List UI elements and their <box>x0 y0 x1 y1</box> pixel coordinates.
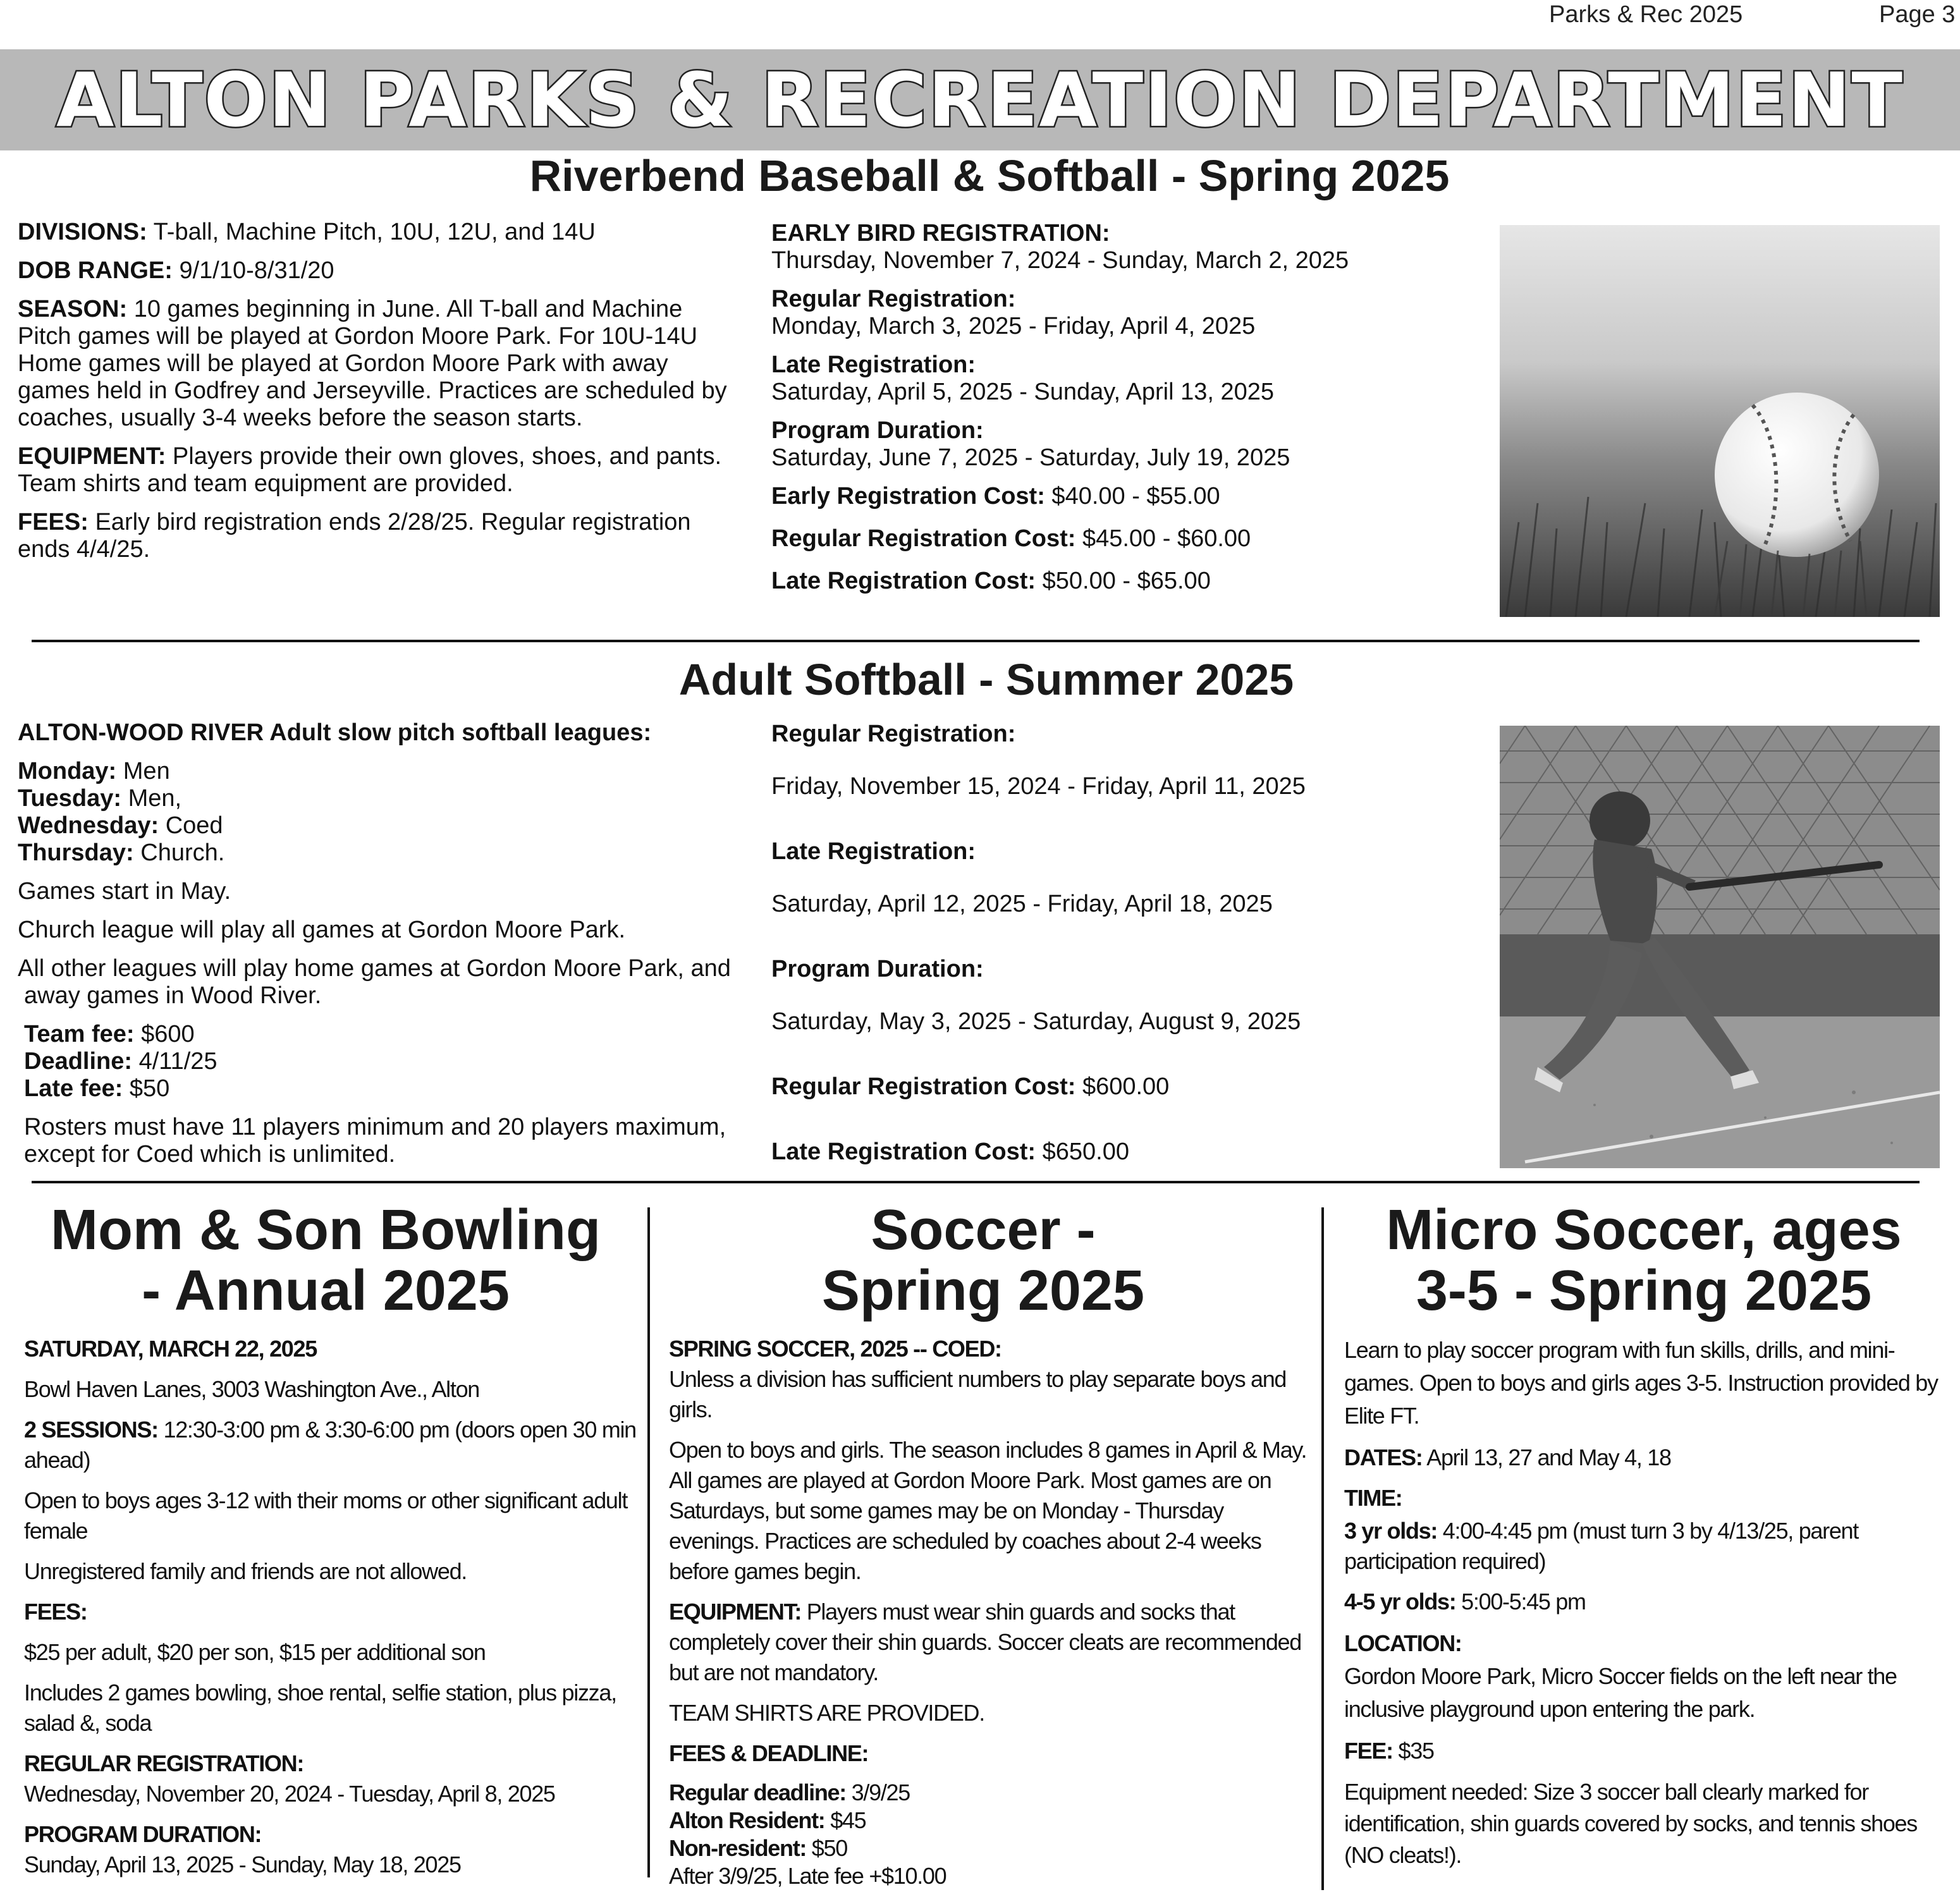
bowling-includes: Includes 2 games bowling, shoe rental, selfie station, plus pizza, salad &, soda <box>24 1680 616 1736</box>
bowling-reg-label: REGULAR REGISTRATION: <box>24 1750 304 1776</box>
adult-softball-registration <box>771 721 1492 1177</box>
thursday-text: Church. <box>133 839 225 866</box>
dob-label: DOB RANGE: <box>18 257 173 284</box>
section-divider <box>32 640 1920 642</box>
tuesday-label: Tuesday: <box>18 785 122 812</box>
bowling-details <box>24 1334 637 1890</box>
adult-late-dates: Saturday, April 12, 2025 - Friday, April 18, 2025 <box>771 891 1273 917</box>
bowling-unregistered: Unregistered family and friends are not allowed. <box>24 1558 467 1584</box>
church-league-text: Church league will play all games at Gordon Moore Park. <box>18 917 626 943</box>
adult-duration-label: Program Duration: <box>771 956 984 982</box>
bowling-title <box>13 1200 639 1321</box>
micro-soccer-details <box>1344 1334 1951 1881</box>
bowling-reg-dates: Wednesday, November 20, 2024 - Tuesday, April 8, 2025 <box>24 1781 555 1807</box>
soccer-title-line1: Soccer - <box>871 1199 1096 1262</box>
games-start-text: Games start in May. <box>18 878 231 905</box>
page-number: Page 3 <box>1879 1 1956 28</box>
adult-duration-dates: Saturday, May 3, 2025 - Saturday, August 9, 2025 <box>771 1008 1301 1035</box>
soccer-title-line2: Spring 2025 <box>821 1259 1145 1322</box>
micro-location: Gordon Moore Park, Micro Soccer fields on the left near the inclusive playground upon entering the park. <box>1344 1663 1897 1722</box>
bowling-sessions: 12:30-3:00 pm & 3:30-6:00 pm (doors open 30 min ahead) <box>24 1417 636 1473</box>
bowling-title-line1: Mom & Son Bowling <box>51 1199 601 1262</box>
soccer-resident: $45 <box>824 1807 866 1833</box>
bowling-open-to: Open to boys ages 3-12 with their moms or other significant adult female <box>24 1487 628 1544</box>
micro-title-line2: 3-5 - Spring 2025 <box>1416 1259 1872 1322</box>
season-label: SEASON: <box>18 296 128 322</box>
softball-photo <box>1500 726 1940 1168</box>
bowling-date: SATURDAY, MARCH 22, 2025 <box>24 1336 317 1362</box>
wednesday-text: Coed <box>159 812 223 839</box>
soccer-title <box>658 1200 1309 1321</box>
soccer-deadline: 3/9/25 <box>845 1779 910 1805</box>
micro-fee: $35 <box>1392 1738 1434 1764</box>
column-divider-2 <box>1321 1207 1324 1890</box>
duration-dates: Saturday, June 7, 2025 - Saturday, July 19, 2025 <box>771 444 1290 471</box>
publication-name: Parks & Rec 2025 <box>1549 1 1743 28</box>
bowling-fees-label: FEES: <box>24 1599 87 1625</box>
early-cost-label: Early Registration Cost: <box>771 483 1045 510</box>
leagues-heading: ALTON-WOOD RIVER Adult slow pitch softball leagues: <box>18 719 652 746</box>
fees-text: Early bird registration ends 2/28/25. Regular registration ends 4/4/25. <box>18 509 691 563</box>
soccer-shirts: TEAM SHIRTS ARE PROVIDED. <box>669 1700 984 1726</box>
micro-equipment: Equipment needed: Size 3 soccer ball clearly marked for identification, shin guards covered by socks, and tennis shoes (NO cleats!). <box>1344 1779 1917 1868</box>
soccer-deadline-label: Regular deadline: <box>669 1779 846 1805</box>
soccer-fees-label: FEES & DEADLINE: <box>669 1740 869 1766</box>
equipment-label: EQUIPMENT: <box>18 443 166 470</box>
soccer-coed: Unless a division has sufficient numbers to play separate boys and girls. <box>669 1366 1287 1422</box>
deadline: 4/11/25 <box>132 1048 217 1075</box>
team-fee: $600 <box>134 1021 195 1047</box>
adult-late-cost-label: Late Registration Cost: <box>771 1138 1036 1165</box>
deadline-label: Deadline: <box>24 1048 133 1075</box>
micro-time-label: TIME: <box>1344 1485 1402 1511</box>
soccer-season: Open to boys and girls. The season includes 8 games in April & May. All games are played at Gordon Moore Park. Most games are on Saturdays, but some games may be on Monday - Thursday evenings. Practices are scheduled by coaches about 2-4 weeks before games begin. <box>669 1437 1307 1584</box>
monday-text: Men <box>116 758 170 784</box>
soccer-equipment-label: EQUIPMENT: <box>669 1599 802 1625</box>
micro-three-label: 3 yr olds: <box>1344 1518 1438 1544</box>
wednesday-label: Wednesday: <box>18 812 159 839</box>
regular-cost: $45.00 - $60.00 <box>1075 525 1251 552</box>
adult-softball-details <box>18 719 751 1180</box>
soccer-equipment: Players must wear shin guards and socks that completely cover their shin guards. Soccer cleats are recommended but are not mandatory. <box>669 1599 1302 1685</box>
dob-text: 9/1/10-8/31/20 <box>172 257 334 284</box>
micro-three: 4:00-4:45 pm (must turn 3 by 4/13/25, parent participation required) <box>1344 1518 1858 1574</box>
soccer-resident-label: Alton Resident: <box>669 1807 825 1833</box>
micro-location-label: LOCATION: <box>1344 1630 1462 1656</box>
adult-regular-cost-label: Regular Registration Cost: <box>771 1073 1076 1100</box>
season-text: 10 games beginning in June. All T-ball and Machine Pitch games will be played at Gordon Moore Park. For 10U-14U Home games will be played at Gordon Moore Park with away games held in Godfrey and Jerseyville. Practices are scheduled by coaches, usually 3-4 weeks before the season starts. <box>18 296 727 431</box>
late-fee: $50 <box>123 1075 170 1102</box>
divisions-text: T-ball, Machine Pitch, 10U, 12U, and 14U <box>147 219 596 245</box>
soccer-details <box>669 1334 1308 1900</box>
micro-soccer-title <box>1334 1200 1954 1321</box>
thursday-label: Thursday: <box>18 839 134 866</box>
team-fee-label: Team fee: <box>24 1021 135 1047</box>
rosters-text: Rosters must have 11 players minimum and 20 players maximum, except for Coed which is unlimited. <box>24 1114 726 1168</box>
adult-softball-title: Adult Softball - Summer 2025 <box>678 655 1294 704</box>
bowling-fees: $25 per adult, $20 per son, $15 per additional son <box>24 1639 486 1665</box>
baseball-registration <box>771 220 1492 606</box>
fees-label: FEES: <box>18 509 89 535</box>
baseball-details <box>18 219 732 575</box>
baseball-title: Riverbend Baseball & Softball - Spring 2025 <box>529 151 1450 200</box>
column-divider-1 <box>647 1207 650 1877</box>
adult-late-cost: $650.00 <box>1036 1138 1129 1165</box>
adult-regular-dates: Friday, November 15, 2024 - Friday, April 11, 2025 <box>771 773 1306 800</box>
tuesday-text: Men, <box>121 785 182 812</box>
late-cost-label: Late Registration Cost: <box>771 568 1036 594</box>
monday-label: Monday: <box>18 758 117 784</box>
late-reg-label: Late Registration: <box>771 351 976 378</box>
baseball-photo <box>1500 225 1940 617</box>
early-bird-label: EARLY BIRD REGISTRATION: <box>771 220 1110 247</box>
micro-four: 5:00-5:45 pm <box>1455 1589 1586 1614</box>
duration-label: Program Duration: <box>771 417 984 444</box>
soccer-late: After 3/9/25, Late fee +$10.00 <box>669 1863 946 1889</box>
adult-regular-label: Regular Registration: <box>771 721 1016 747</box>
bowling-location: Bowl Haven Lanes, 3003 Washington Ave., Alton <box>24 1376 480 1402</box>
adult-late-label: Late Registration: <box>771 838 976 865</box>
bowling-sessions-label: 2 SESSIONS: <box>24 1417 158 1443</box>
bowling-duration-label: PROGRAM DURATION: <box>24 1821 262 1847</box>
late-fee-label: Late fee: <box>24 1075 123 1102</box>
bowling-duration-dates: Sunday, April 13, 2025 - Sunday, May 18, 2025 <box>24 1852 461 1877</box>
equipment-text: Players provide their own gloves, shoes, and pants. Team shirts and team equipment are provided. <box>18 443 722 497</box>
micro-four-label: 4-5 yr olds: <box>1344 1589 1456 1614</box>
early-cost: $40.00 - $55.00 <box>1044 483 1220 510</box>
micro-fee-label: FEE: <box>1344 1738 1393 1764</box>
soccer-nonres-label: Non-resident: <box>669 1835 807 1861</box>
micro-title-line1: Micro Soccer, ages <box>1386 1199 1902 1262</box>
regular-reg-dates: Monday, March 3, 2025 - Friday, April 4, 2025 <box>771 313 1256 339</box>
micro-dates: April 13, 27 and May 4, 18 <box>1422 1444 1671 1470</box>
micro-dates-label: DATES: <box>1344 1444 1423 1470</box>
late-reg-dates: Saturday, April 5, 2025 - Sunday, April 13, 2025 <box>771 379 1274 405</box>
bowling-title-line2: - Annual 2025 <box>142 1259 510 1322</box>
adult-regular-cost: $600.00 <box>1075 1073 1170 1100</box>
divisions-label: DIVISIONS: <box>18 219 147 245</box>
late-cost: $50.00 - $65.00 <box>1036 568 1211 594</box>
micro-intro: Learn to play soccer program with fun skills, drills, and mini-games. Open to boys and girls ages 3-5. Instruction provided by Elite FT. <box>1344 1337 1938 1429</box>
department-title: ALTON PARKS & RECREATION DEPARTMENT <box>56 56 1904 143</box>
regular-reg-label: Regular Registration: <box>771 286 1016 312</box>
section-divider-2 <box>32 1181 1920 1183</box>
soccer-nonres: $50 <box>806 1835 847 1861</box>
soccer-coed-label: SPRING SOCCER, 2025 -- COED: <box>669 1336 1001 1362</box>
regular-cost-label: Regular Registration Cost: <box>771 525 1076 552</box>
other-leagues-text: All other leagues will play home games at Gordon Moore Park, and away games in Wood River. <box>18 955 731 1009</box>
early-bird-dates: Thursday, November 7, 2024 - Sunday, March 2, 2025 <box>771 247 1349 274</box>
